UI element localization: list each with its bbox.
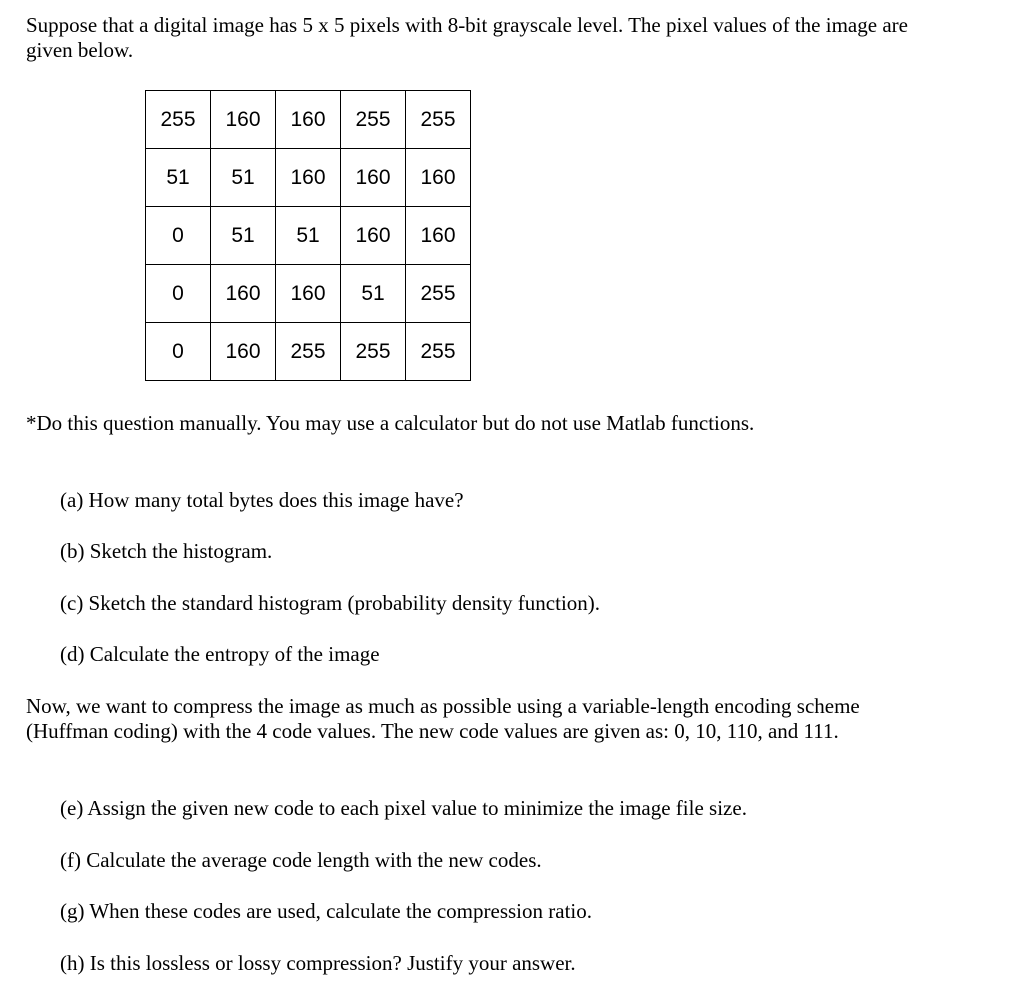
intro-text: Suppose that a digital image has 5 x 5 pixels with 8-bit grayscale level. The pixel values of the image are given below. (26, 13, 908, 62)
pixel-cell: 160 (406, 207, 471, 265)
pixel-cell: 160 (341, 207, 406, 265)
pixel-cell: 51 (341, 265, 406, 323)
instruction-note: *Do this question manually. You may use a calculator but do not use Matlab functions. (26, 411, 755, 435)
pixel-cell: 51 (211, 149, 276, 207)
question-c: (c) Sketch the standard histogram (probability density function). (60, 591, 601, 615)
question-a: (a) How many total bytes does this image have? (60, 488, 464, 512)
question-e: (e) Assign the given new code to each pixel value to minimize the image file size. (60, 796, 747, 820)
question-b: (b) Sketch the histogram. (60, 539, 273, 563)
pixel-cell: 160 (276, 91, 341, 149)
pixel-cell: 160 (341, 149, 406, 207)
pixel-cell: 255 (341, 323, 406, 381)
compression-paragraph: Now, we want to compress the image as much as possible using a variable-length encoding scheme (Huffman coding) with the 4 code values. The new code values are given as: 0, 10, 110, and 111. (26, 694, 860, 743)
pixel-cell: 255 (276, 323, 341, 381)
table-row (146, 207, 471, 265)
pixel-cell: 255 (146, 91, 211, 149)
pixel-cell: 160 (211, 265, 276, 323)
question-f: (f) Calculate the average code length with the new codes. (60, 848, 542, 872)
question-h: (h) Is this lossless or lossy compression? Justify your answer. (60, 951, 576, 975)
pixel-cell: 255 (406, 91, 471, 149)
table-row (146, 149, 471, 207)
pixel-cell: 160 (211, 323, 276, 381)
pixel-cell: 51 (276, 207, 341, 265)
pixel-cell: 51 (146, 149, 211, 207)
question-d: (d) Calculate the entropy of the image (60, 642, 380, 666)
pixel-cell: 0 (146, 323, 211, 381)
pixel-cell: 160 (276, 265, 341, 323)
table-row (146, 91, 471, 149)
table-row (146, 323, 471, 381)
pixel-cell: 255 (406, 265, 471, 323)
pixel-cell: 255 (406, 323, 471, 381)
pixel-cell: 255 (341, 91, 406, 149)
pixel-cell: 160 (276, 149, 341, 207)
pixel-cell: 160 (211, 91, 276, 149)
pixel-value-table (145, 90, 471, 381)
question-g: (g) When these codes are used, calculate the compression ratio. (60, 899, 592, 923)
pixel-cell: 0 (146, 207, 211, 265)
pixel-cell: 0 (146, 265, 211, 323)
pixel-cell: 160 (406, 149, 471, 207)
pixel-cell: 51 (211, 207, 276, 265)
table-row (146, 265, 471, 323)
